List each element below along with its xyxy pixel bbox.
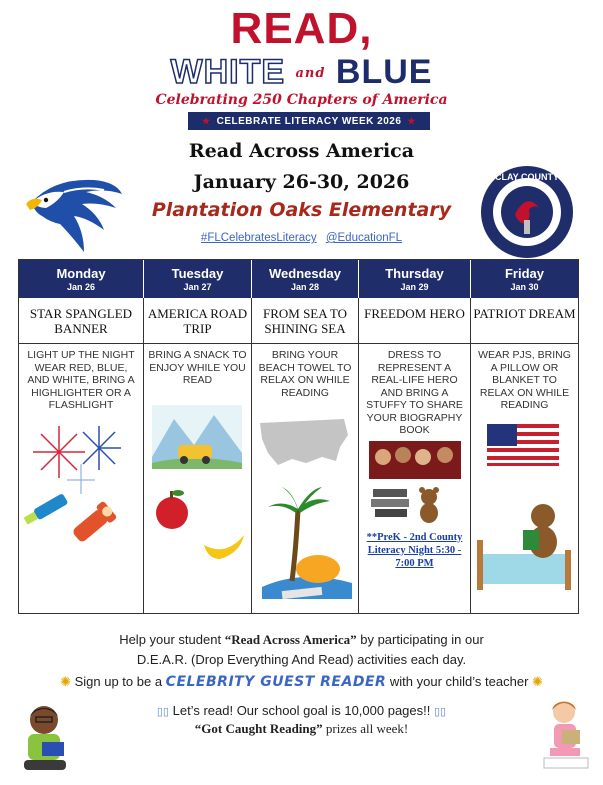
logo-read-text: READ, [230, 4, 373, 53]
star-icon: ★ [202, 116, 211, 126]
book-icon: ▯▯ [434, 706, 447, 718]
day-date: Jan 30 [510, 282, 539, 292]
books-icon [371, 489, 409, 517]
theme-thursday: FREEDOM HERO [359, 298, 471, 344]
cell-friday [471, 344, 578, 613]
star-icon: ★ [407, 116, 416, 126]
banana-icon [204, 535, 244, 559]
desc-tuesday: BRING A SNACK TO ENJOY WHILE YOU READ [148, 349, 247, 386]
footer-line-2: D.E.A.R. (Drop Everything And Read) activities each day. [136, 652, 467, 667]
day-name: Wednesday [268, 266, 341, 281]
event-dates: January 26-30, 2026 [193, 171, 410, 193]
day-date: Jan 28 [290, 282, 320, 292]
cell-thursday [359, 344, 471, 613]
desc-monday: LIGHT UP THE NIGHT WEAR RED, BLUE, AND WHITE, BRING A HIGHLIGHTER OR A FLASHLIGHT [27, 349, 135, 411]
desc-thursday: DRESS TO REPRESENT A REAL-LIFE HERO AND BRING A STUFFY TO SHARE YOUR BIOGRAPHY BOOK [366, 349, 463, 436]
logo-blue-text: BLUE [335, 53, 433, 91]
logo-white-blue [0, 54, 603, 92]
school-name: Plantation Oaks Elementary [151, 199, 452, 221]
day-date: Jan 27 [183, 282, 212, 292]
fireworks-icon [19, 412, 139, 572]
tuesday-illustration [144, 387, 250, 587]
hashtags [0, 232, 603, 244]
teddy-bear-icon [419, 487, 439, 523]
footer-line5-post: prizes all week! [322, 721, 409, 736]
footer-line4-text: Let’s read! Our school goal is 10,000 pages!! [172, 703, 431, 718]
desc-friday: WEAR PJS, BRING A PILLOW OR BLANKET TO RELAX ON WHILE READING [478, 349, 571, 411]
footer-line-3 [0, 674, 603, 690]
day-name: Monday [56, 266, 106, 281]
footer-line1-pre: Help your student [119, 632, 225, 647]
american-flag-icon [487, 424, 559, 466]
girl-reading-icon [540, 696, 594, 776]
header-friday [471, 260, 578, 298]
sun-icon: ✺ [532, 674, 543, 689]
wednesday-illustration [252, 399, 358, 609]
header-monday [19, 260, 144, 298]
day-date: Jan 29 [400, 282, 429, 292]
day-name: Thursday [385, 266, 444, 281]
heroes-collage-icon [369, 441, 461, 479]
beach-icon [262, 487, 352, 599]
thursday-illustration [359, 441, 469, 531]
page-title: Read Across America [188, 140, 415, 162]
header-thursday [359, 260, 471, 298]
footer-line-5 [0, 721, 603, 737]
day-name: Tuesday [171, 266, 224, 281]
usa-map-icon [260, 419, 348, 465]
footer-line1-bold: “Read Across America” [224, 632, 357, 647]
bear-in-bed-icon [477, 504, 571, 590]
footer-line3-post: with your child’s teacher [386, 674, 529, 689]
logo-script-text: Celebrating 250 Chapters of America [155, 92, 448, 108]
seal-text: CLAY COUNTY [494, 172, 560, 182]
literacy-night-link[interactable]: **PreK - 2nd County Literacy Night 5:30 - 7:00 PM [366, 531, 463, 569]
friday-illustration [471, 424, 577, 624]
boy-reading-icon [14, 700, 76, 776]
cell-wednesday [252, 344, 359, 613]
footer-line-1 [0, 632, 603, 648]
theme-monday: STAR SPANGLED BANNER [19, 298, 144, 344]
desc-wednesday: BRING YOUR BEACH TOWEL TO RELAX ON WHILE READING [258, 349, 352, 399]
header-tuesday [144, 260, 252, 298]
footer-line5-bold: “Got Caught Reading” [194, 721, 323, 736]
road-trip-icon [152, 405, 242, 469]
footer-line-4 [0, 703, 603, 718]
logo-banner-text: CELEBRATE LITERACY WEEK 2026 [216, 116, 402, 127]
day-name: Friday [504, 266, 544, 281]
theme-wednesday: FROM SEA TO SHINING SEA [252, 298, 359, 344]
celebrity-guest-reader: CELEBRITY GUEST READER [165, 674, 387, 690]
handle-link[interactable]: @EducationFL [325, 232, 403, 244]
theme-tuesday: AMERICA ROAD TRIP [144, 298, 252, 344]
day-date: Jan 26 [66, 282, 96, 292]
footer-line3-pre: Sign up to be a [74, 674, 166, 689]
logo-banner [188, 112, 430, 130]
book-icon: ▯▯ [156, 706, 169, 718]
logo-and-text: and [295, 66, 326, 82]
header-wednesday [252, 260, 359, 298]
footer-line1-post: by participating in our [356, 632, 484, 647]
sun-icon: ✺ [60, 674, 71, 689]
theme-friday: PATRIOT DREAM [471, 298, 578, 344]
logo-white-text: WHITE [170, 53, 286, 91]
hashtag-link[interactable]: #FLCelebratesLiteracy [200, 232, 317, 244]
apple-icon [156, 490, 188, 529]
week-schedule-table [18, 259, 579, 614]
cell-tuesday [144, 344, 252, 613]
cell-monday [19, 344, 144, 613]
